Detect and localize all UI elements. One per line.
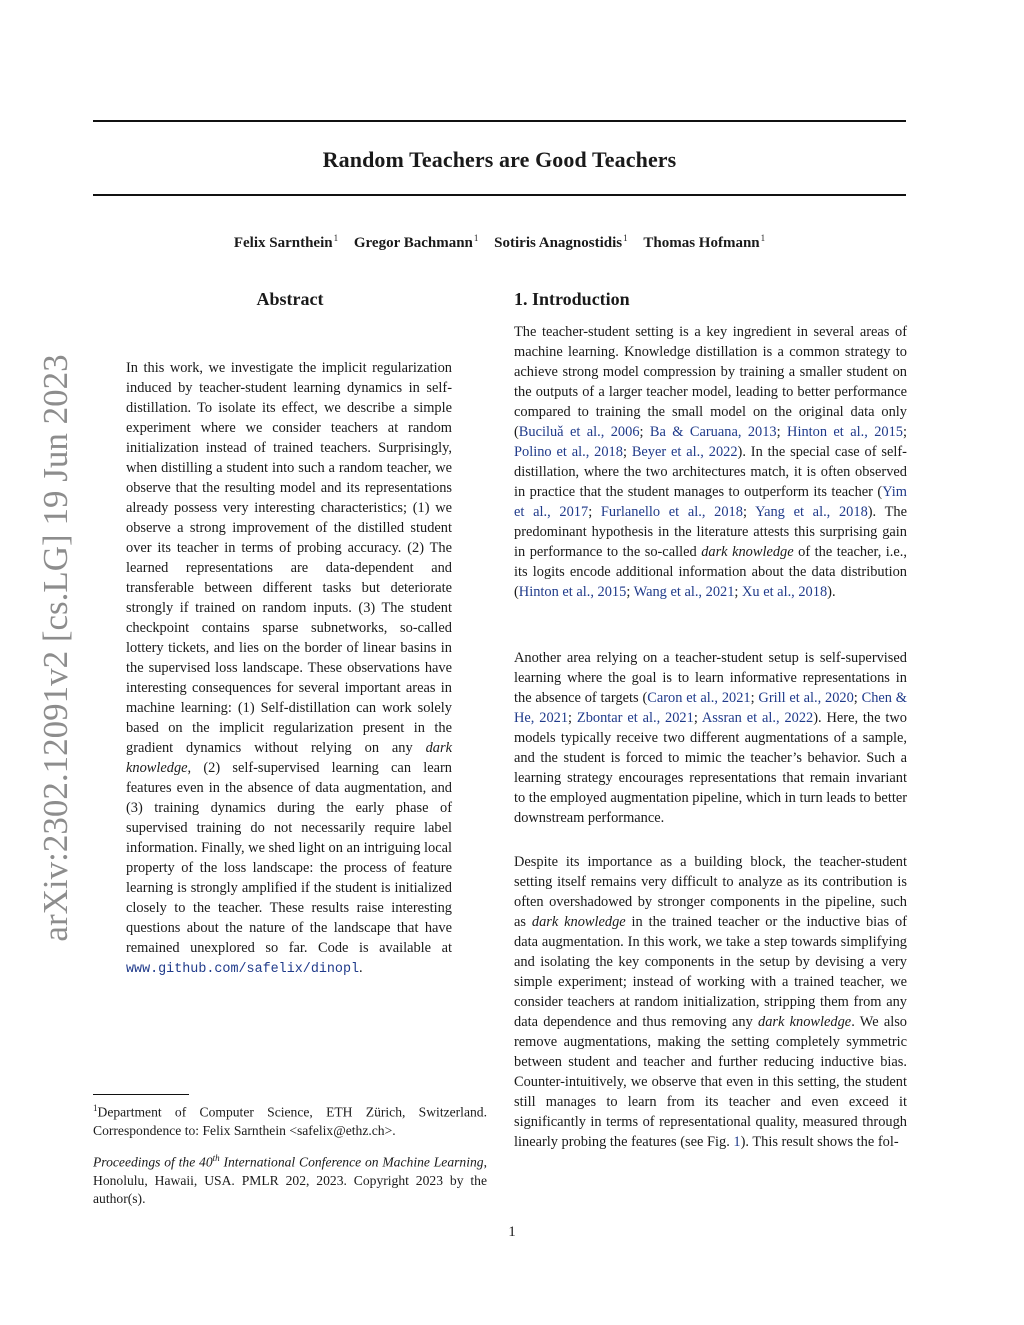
abstract-text: In this work, we investigate the implicit regularization induced by teacher-student learning dynamics in self-distillation. To isolate its effect, we describe a simple experiment where we consider teachers at random initialization instead of trained teachers. Surprisingly, when distilling a student into such a random teacher, we observe that the resulting model and its representations already possess very interesting characteristics; (1) we observe a strong improvement of the distilled student over its teacher in terms of probing accuracy. (2) The learned representations are data-dependent and transferable between different tasks but deteriorate strongly if trained on random inputs. (3) The student checkpoint contains sparse subnetworks, so-called lottery tickets, and lies on the border of linear basins in the supervised loss landscape. These observations have interesting consequences for several important areas in machine learning: (1) Self-distillation can work solely based on the implicit regularization present in the gradient dynamics without relying on any dark knowledge, (2) self-supervised learning can learn features even in the absence of data augmentation, and (3) training dynamics during the early phase of supervised training do not necessarily require label information. Finally, we shed light on an intriguing local property of the loss landscape: the process of feature learning is strongly amplified if the student is initialized closely to the teacher. These results raise interesting questions about the nature of the landscape that have remained unexplored so far. Code is available at www.github.com/safelix/dinopl. [126, 360, 453, 977]
title-rule-bottom [93, 194, 906, 196]
citation-link[interactable]: Xu et al., 2018 [742, 584, 828, 600]
citation-link[interactable]: Hinton et al., 2015 [787, 424, 903, 440]
author: Thomas Hofmann$^1$ [643, 233, 766, 251]
citation-link[interactable]: Yang et al., 2018 [755, 504, 868, 520]
citation-link[interactable]: Chen & He, 2021 [514, 690, 907, 726]
citation-link[interactable]: Zbontar et al., 2021 [576, 710, 694, 726]
author: Gregor Bachmann$^1$ [353, 233, 479, 251]
code-link[interactable]: www.github.com/safelix/dinopl [126, 962, 360, 977]
arxiv-stamp: arXiv:2302.12091v2 [cs.LG] 19 Jun 2023 [36, 354, 75, 942]
citation-link[interactable]: Beyer et al., 2022 [631, 444, 738, 460]
citation-link[interactable]: Caron et al., 2021 [647, 690, 751, 706]
left-column [93, 287, 487, 1206]
page-number: 1 [508, 1224, 516, 1240]
paper-title: Random Teachers are Good Teachers [322, 147, 677, 172]
footnote-proceedings: Proceedings of the 40th International Conference on Machine Learning, Honolulu, Hawaii, USA. PMLR 202, 2023. Copyright 2023 by the author(s). [93, 1153, 487, 1206]
intro-paragraph-2: Another area relying on a teacher-student setup is self-supervised learning where the goal is to learn informative representations in the absence of targets (Caron et al., 2021; Grill et al., 2020; Chen & He, 2021; Zbontar et al., 2021; Assran et al., 2022). Here, the two models typically receive two different augmentations of a sample, and the student is forced to mimic the teacher’s behavior. Such a learning strategy encourages representations that remain invariant to the employed augmentation pipeline, which in turn leads to better downstream performance. [514, 650, 907, 826]
introduction-heading: 1. Introduction [514, 289, 630, 309]
citation-link[interactable]: Ba & Caruana, 2013 [649, 424, 777, 440]
intro-paragraph-3: Despite its importance as a building block, the teacher-student setting itself remains very difficult to analyze as its contribution is often overshadowed by stronger components in the pipeline, such as dark knowledge in the trained teacher or the inductive bias of data augmentation. In this work, we take a step towards simplifying and isolating the key components in the setup by devising a very simple experiment; instead of working with a trained teacher, we consider teachers at random initialization, stripping them from any data dependence and thus removing any dark knowledge. We also remove augmentations, making the setting completely symmetric between student and teacher and further reducing inductive bias. Counter-intuitively, we observe that even in this setting, the student still manages to learn from its teacher and even exceed it significantly in terms of representational quality, measured through linearly probing the features (see Fig. 1). This result shows the fol- [514, 854, 907, 1150]
citation-link[interactable]: Buciluǎ et al., 2006 [518, 424, 640, 440]
citation-link[interactable]: Grill et al., 2020 [758, 690, 854, 706]
right-column [514, 287, 907, 1150]
intro-paragraph-1: The teacher-student setting is a key ingredient in several areas of machine learning. Knowledge distillation is a common strategy to achieve strong model compression by training a smaller student on the outputs of a larger teacher model, leading to better performance compared to training the small model on the original data only (Buciluǎ et al., 2006; Ba & Caruana, 2013; Hinton et al., 2015; Polino et al., 2018; Beyer et al., 2022). In the special case of self-distillation, where the two architectures match, it is often observed in practice that the student manages to outperform its teacher (Yim et al., 2017; Furlanello et al., 2018; Yang et al., 2018). The predominant hypothesis in the literature attests this surprising gain in performance to the so-called dark knowledge of the teacher, i.e., its logits encode additional information about the data distribution (Hinton et al., 2015; Wang et al., 2021; Xu et al., 2018). [514, 324, 907, 600]
author-list [93, 233, 906, 252]
citation-link[interactable]: Yim et al., 2017 [514, 484, 907, 520]
title-rule-top [93, 120, 906, 122]
citation-link[interactable]: Furlanello et al., 2018 [600, 504, 743, 520]
citation-link[interactable]: Polino et al., 2018 [514, 444, 623, 460]
footnote-affiliation: $^1$Department of Computer Science, ETH Zürich, Switzerland. Correspondence to: Felix Sarnthein <safelix@ethz.ch>. [93, 1103, 487, 1138]
author: Felix Sarnthein$^1$ [233, 233, 339, 251]
citation-link[interactable]: Wang et al., 2021 [633, 584, 735, 600]
citation-link[interactable]: Assran et al., 2022 [701, 710, 814, 726]
abstract-heading: Abstract [256, 289, 324, 309]
author: Sotiris Anagnostidis$^1$ [494, 233, 628, 251]
citation-link[interactable]: Hinton et al., 2015 [518, 584, 627, 600]
figure-link[interactable]: 1 [733, 1134, 741, 1150]
footnote-rule [93, 1094, 189, 1095]
